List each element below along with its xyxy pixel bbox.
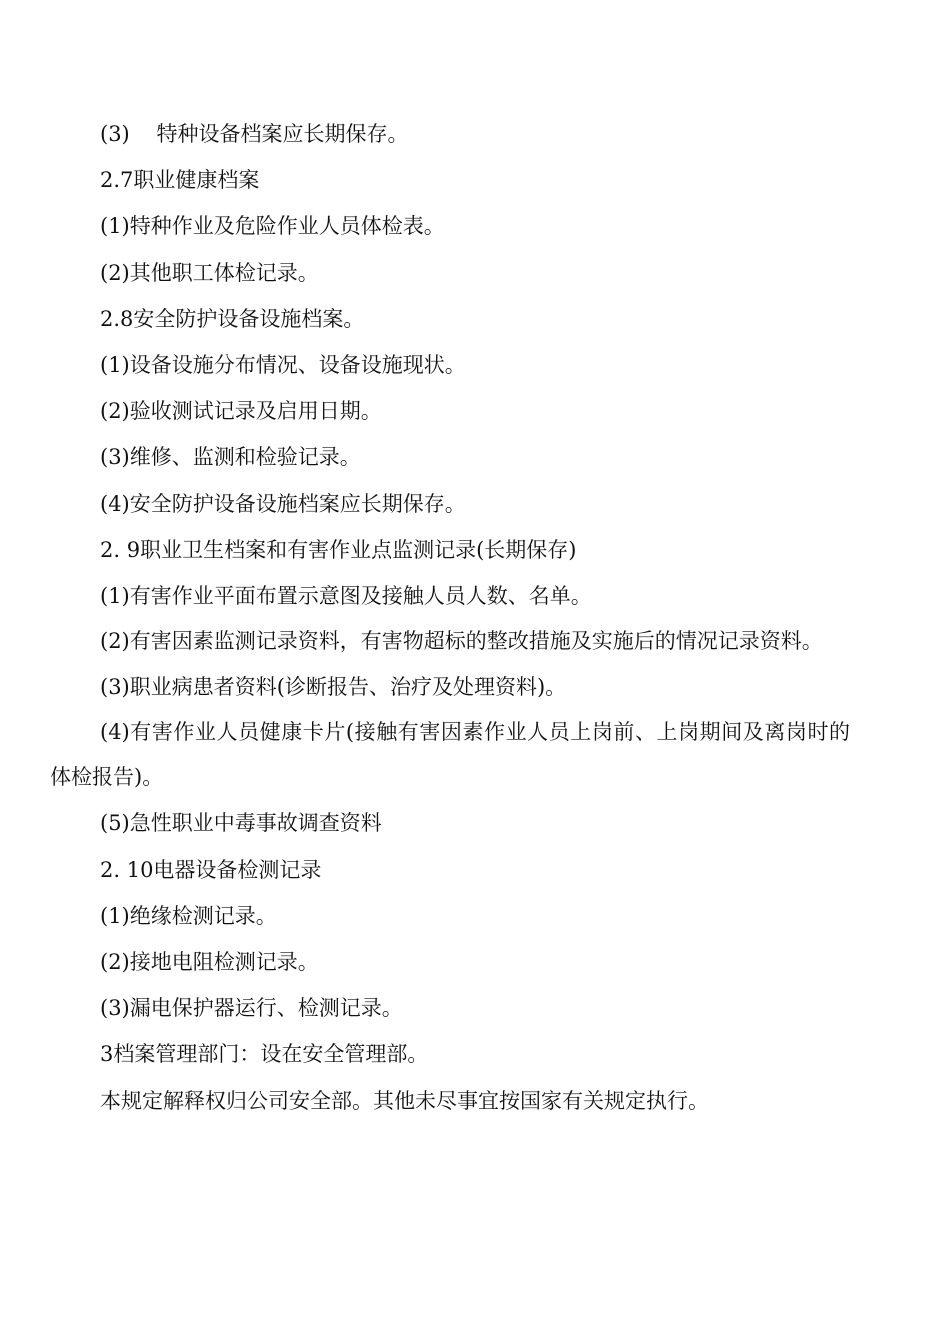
paragraph-2-10-3: (3)漏电保护器运行、检测记录。: [100, 996, 403, 1021]
document-page: [50, 111, 850, 1124]
paragraph-2-9-2: (2)有害因素监测记录资料，有害物超标的整改措施及实施后的情况记录资料。: [100, 629, 823, 654]
paragraph-3-special-equipment: (3) 特种设备档案应长期保存。: [100, 122, 409, 146]
paragraph-2-8-2: (2)验收测试记录及启用日期。: [100, 399, 382, 424]
paragraph-2-9-1: (1)有害作业平面布置示意图及接触人员人数、名单。: [100, 584, 592, 609]
paragraph-2-8-3: (3)维修、监测和检验记录。: [100, 445, 361, 470]
section-2-8-heading: 2.8安全防护设备设施档案。: [100, 306, 365, 331]
section-2-9-heading: 2. 9职业卫生档案和有害作业点监测记录(长期保存): [100, 537, 577, 562]
paragraph-2-8-1: (1)设备设施分布情况、设备设施现状。: [100, 353, 466, 378]
paragraph-2-9-3: (3)职业病患者资料(诊断报告、治疗及处理资料)。: [100, 675, 567, 700]
paragraph-2-7-1: (1)特种作业及危险作业人员体检表。: [100, 214, 445, 239]
section-2-7-heading: 2.7职业健康档案: [100, 168, 260, 193]
closing-paragraph: 本规定解释权归公司安全部。其他未尽事宜按国家有关规定执行。: [100, 1088, 709, 1113]
paragraph-2-10-2: (2)接地电阻检测记录。: [100, 950, 319, 975]
paragraph-2-8-4: (4)安全防护设备设施档案应长期保存。: [100, 491, 466, 516]
paragraph-2-10-1: (1)绝缘检测记录。: [100, 903, 277, 928]
section-2-10-heading: 2. 10电器设备检测记录: [100, 857, 322, 882]
paragraph-2-9-5: (5)急性职业中毒事故调查资料: [100, 811, 382, 836]
section-3-heading: 3档案管理部门：设在安全管理部。: [100, 1042, 429, 1067]
paragraph-2-9-4: (4)有害作业人员健康卡片(接触有害因素作业人员上岗前、上岗期间及离岗时的体检报告)。: [50, 720, 850, 790]
paragraph-2-7-2: (2)其他职工体检记录。: [100, 260, 319, 285]
